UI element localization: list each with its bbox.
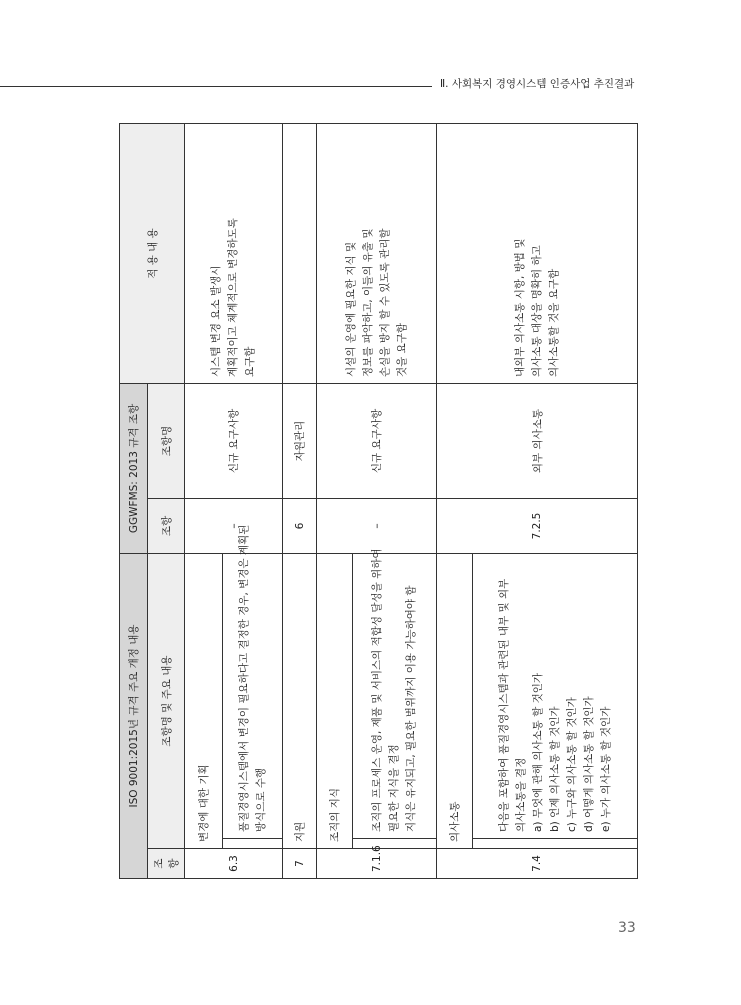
iso-heading: 변경에 대한 기획 bbox=[185, 554, 223, 849]
ggw-clause-header: 조항 bbox=[148, 499, 185, 554]
iso-clause: 7 bbox=[283, 849, 317, 879]
application-line: 손실을 방지 할 수 있도록 관리할 bbox=[378, 228, 391, 377]
ggw-name: 신규 요구사항 bbox=[317, 383, 437, 498]
page-number: 33 bbox=[618, 920, 636, 936]
detail-line: a) 무엇에 관해 의사소통 할 것인가 bbox=[531, 672, 544, 832]
application-line: 시스템 변경 요소 발생시 bbox=[210, 265, 222, 377]
application-line: 시설의 운영에 필요한 지식 및 bbox=[344, 241, 357, 377]
detail-line: 다음을 포함하여 품질경영시스템과 관련된 내부 및 외부 bbox=[497, 578, 510, 832]
iso-title: ISO 9001:2015년 규격 주요 개정 내용 bbox=[120, 554, 148, 879]
iso-heading: 조직의 지식 bbox=[317, 554, 353, 849]
iso-content-header: 조항명 및 주요 내용 bbox=[148, 554, 185, 849]
detail-line: 지식은 유지되고, 필요한 범위까지 이용 가능하여야 함 bbox=[405, 585, 417, 832]
comparison-table bbox=[119, 123, 638, 879]
table-row bbox=[317, 123, 353, 878]
running-header: Ⅱ. 사회복지 경영시스템 인증사업 추진결과 bbox=[440, 78, 635, 90]
table-row bbox=[283, 123, 317, 878]
application-line: 의사소통 대상을 명확히 하고 bbox=[530, 245, 543, 377]
table-row bbox=[185, 123, 223, 878]
header-rule bbox=[0, 86, 432, 87]
iso-heading: 지원 bbox=[283, 554, 317, 849]
detail-line: d) 어떻게 의사소통 할 것인가 bbox=[582, 696, 595, 832]
ggw-name-header: 조항명 bbox=[148, 383, 185, 498]
iso-detail bbox=[223, 524, 283, 839]
detail-line: 필요한 지식을 결정 bbox=[388, 744, 400, 832]
iso-clause: 7.1.6 bbox=[317, 849, 437, 879]
iso-clause-header: 조항 bbox=[148, 849, 185, 879]
ggw-name: 신규 요구사항 bbox=[185, 383, 283, 498]
application-line: 의사소통할 것을 요구함 bbox=[547, 268, 560, 377]
detail-line: 조직의 프로세스 운영, 제품 및 서비스의 적합성 달성을 위하여 bbox=[371, 548, 383, 832]
ggw-clause: – bbox=[185, 499, 283, 554]
application-header: 적 용 내 용 bbox=[120, 123, 185, 383]
detail-line: 품질경영시스템에서 변경이 필요하다고 결정한 경우, 변경은 계획된 bbox=[237, 524, 250, 832]
application-text bbox=[185, 123, 283, 383]
application-line: 계획적이고 체계적으로 변경하도록 bbox=[227, 218, 239, 377]
iso-clause: 7.4 bbox=[437, 849, 638, 879]
application-line: 내외부 의사소통 시항, 방법 및 bbox=[513, 238, 526, 377]
ggw-clause: 7.2.5 bbox=[437, 499, 638, 554]
table-header-row-1 bbox=[120, 123, 148, 878]
ggw-name: 자원관리 bbox=[283, 383, 317, 498]
application-empty bbox=[283, 123, 317, 383]
iso-detail bbox=[473, 554, 638, 839]
table-row bbox=[437, 123, 473, 878]
detail-line: 의사소통을 결정 bbox=[514, 757, 527, 832]
detail-line: 방식으로 수행 bbox=[254, 767, 267, 832]
iso-clause: 6.3 bbox=[185, 849, 283, 879]
application-line: 것을 요구함 bbox=[395, 322, 408, 377]
application-line: 정보를 파악하고, 이들의 유출 및 bbox=[361, 228, 374, 377]
ggw-clause: – bbox=[317, 499, 437, 554]
detail-line: b) 언제 의사소통 할 것인가 bbox=[548, 706, 561, 832]
application-line: 요구함 bbox=[244, 346, 256, 377]
ggw-clause: 6 bbox=[283, 499, 317, 554]
ggw-name: 외부 의사소통 bbox=[437, 383, 638, 498]
iso-detail bbox=[353, 548, 437, 839]
application-text bbox=[437, 123, 638, 383]
detail-line: e) 누가 의사소통 할 것인가 bbox=[599, 706, 612, 832]
ggw-title: GGWFMS: 2013 규격 조항 bbox=[120, 383, 148, 553]
application-text bbox=[317, 123, 437, 383]
iso-heading: 의사소통 bbox=[437, 554, 473, 849]
rotated-table-container bbox=[119, 124, 626, 879]
detail-line: c) 누구와 의사소통 할 것인가 bbox=[565, 697, 578, 832]
